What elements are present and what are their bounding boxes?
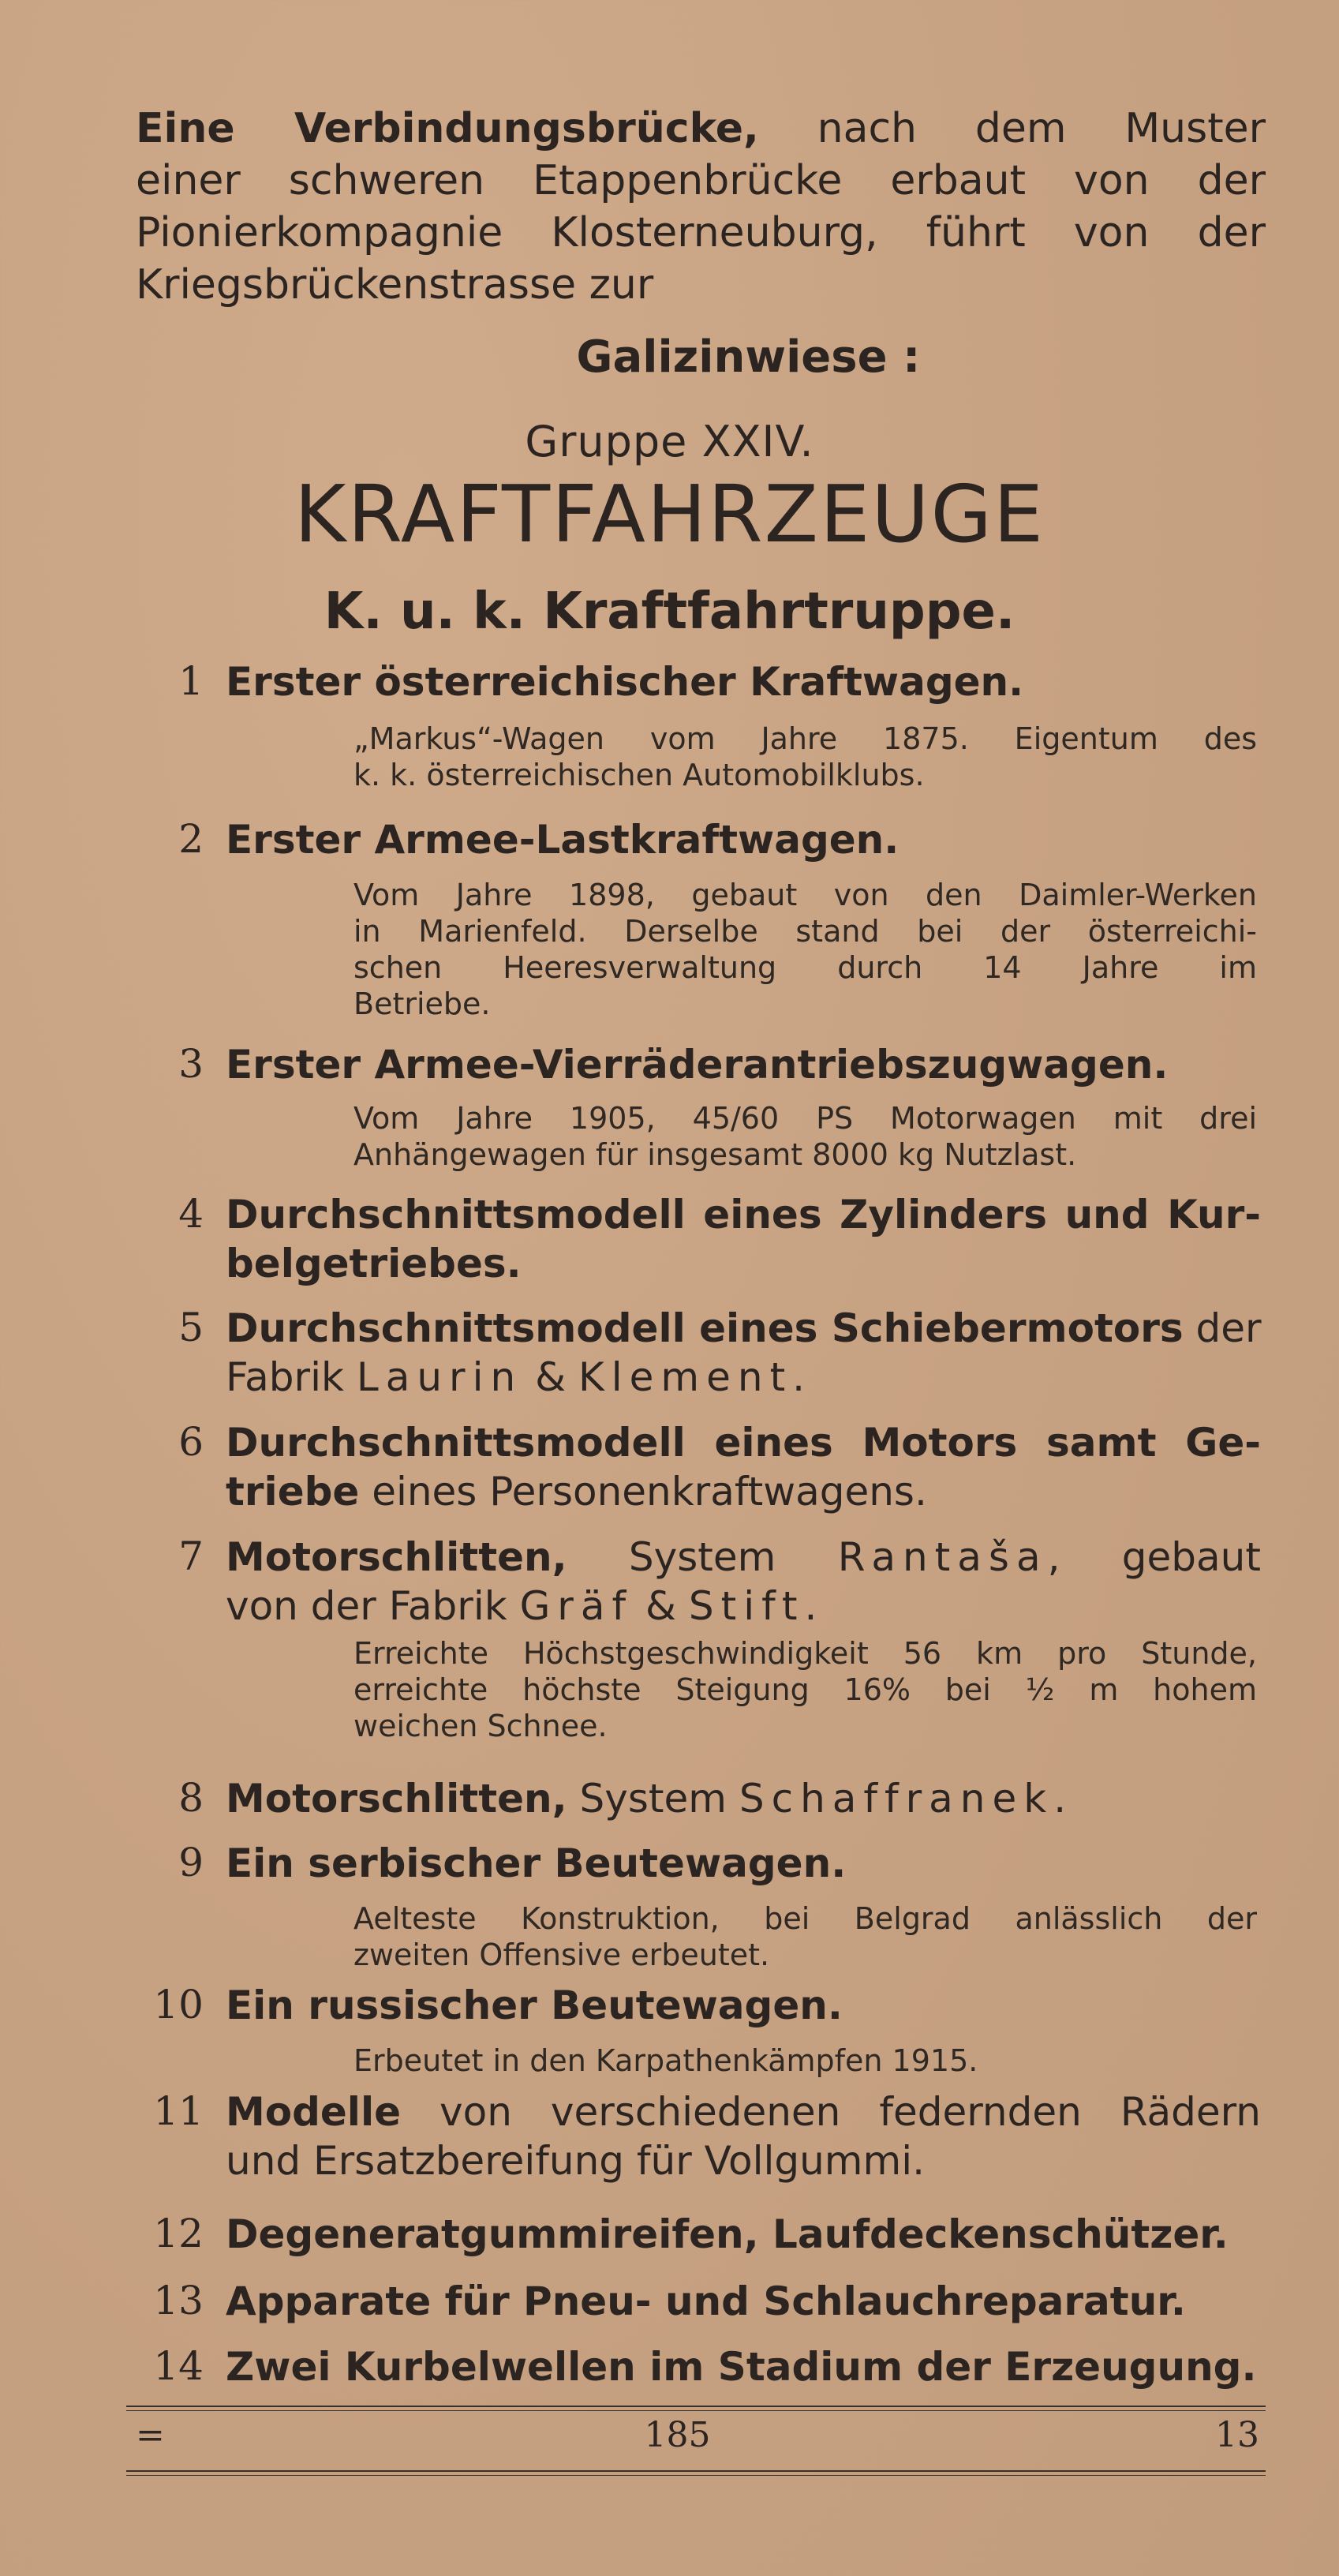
item-description-line: zweiten Offensive erbeutet. (353, 1938, 770, 1972)
item-number: 12 (153, 2211, 204, 2256)
item-description-line: Erreichte Höchstgeschwindigkeit 56 km pro Stunde, (353, 1636, 1257, 1671)
footer-rule-bottom-thin (126, 2475, 1266, 2476)
item-description-line: in Marienfeld. Derselbe stand bei der österreichi- (353, 914, 1257, 949)
item-description-line: Aelteste Konstruktion, bei Belgrad anlässlich der (353, 1901, 1257, 1936)
item-title-text: Zwei Kurbelwellen im Stadium der Erzeugung. (226, 2344, 1257, 2390)
item-title (226, 1418, 1261, 1516)
footer-mark: = (136, 2415, 165, 2455)
section-title: KRAFTFAHRZEUGE (294, 468, 1045, 560)
item-title (226, 815, 1261, 864)
item-number: 11 (153, 2088, 204, 2134)
page-number: 185 (644, 2415, 711, 2455)
intro-bold: Eine Verbindungsbrücke, (136, 105, 759, 152)
item-title-text: Erster österreichischer Kraftwagen. (226, 659, 1024, 705)
item-title-rest: von verschiedenen federnden Rädern (401, 2089, 1261, 2135)
item-title (226, 2087, 1261, 2185)
item-title-line (226, 1467, 1261, 1516)
item-number: 9 (178, 1840, 204, 1885)
item-text: . (792, 1354, 806, 1400)
item-title-rest: der (1183, 1305, 1262, 1351)
item-description (353, 877, 1257, 1022)
manufacturer-name: Stift (688, 1583, 805, 1629)
item-number: 10 (153, 1982, 204, 2027)
item-text: . (1053, 1776, 1067, 1822)
item-number: 3 (178, 1041, 204, 1087)
item-title-rest: eines Personenkraftwagens. (359, 1469, 927, 1515)
item-description-line: Vom Jahre 1898, gebaut von den Daimler-Werken (353, 878, 1257, 912)
item-description-line: k. k. österreichischen Automobilklubs. (353, 758, 925, 792)
item-title-text: Durchschnittsmodell eines Zylinders und Kur- (226, 1192, 1261, 1237)
item-text: . (804, 1583, 817, 1629)
item-title (226, 2342, 1261, 2391)
intro-paragraph (136, 103, 1266, 311)
item-description (353, 1635, 1257, 1744)
manufacturer-name: Gräf (519, 1583, 634, 1629)
item-number: 1 (178, 658, 204, 704)
item-title-line (226, 1418, 1261, 1467)
manufacturer-name: Laurin (356, 1354, 523, 1400)
item-title (226, 1304, 1261, 1402)
item-title (226, 1190, 1261, 1288)
item-title-line (226, 1190, 1261, 1239)
item-title (226, 2210, 1261, 2259)
item-title (226, 1040, 1261, 1089)
item-text: & (633, 1583, 689, 1629)
item-title (226, 2277, 1261, 2326)
item-description-line: „Markus“-Wagen vom Jahre 1875. Eigentum des (353, 721, 1257, 756)
item-title-bold: Modelle (226, 2089, 401, 2135)
intro-line-1-rest: nach dem Muster (758, 105, 1266, 152)
item-title-line (226, 2087, 1261, 2136)
item-description-line: weichen Schnee. (353, 1709, 608, 1743)
item-number: 4 (178, 1191, 204, 1237)
footer-rule-top (126, 2406, 1266, 2407)
item-title-line (226, 1304, 1261, 1353)
intro-line-2: einer schweren Etappenbrücke erbaut von der (136, 157, 1266, 204)
system-name: Schaffranek (739, 1776, 1054, 1822)
item-title-text: belgetriebes. (226, 1241, 522, 1286)
item-description-line: Betriebe. (353, 987, 491, 1021)
system-name: Rantaša (837, 1534, 1048, 1580)
item-number: 5 (178, 1305, 204, 1350)
item-text: & (522, 1354, 578, 1400)
item-number: 13 (153, 2278, 204, 2323)
item-title-line (226, 1353, 1261, 1402)
item-number: 8 (178, 1775, 204, 1821)
item-text: von der Fabrik (226, 1583, 520, 1629)
item-description-line: schen Heeresverwaltung durch 14 Jahre im (353, 950, 1257, 985)
sheet-number: 13 (1215, 2415, 1259, 2455)
footer-rule-top-thin (126, 2410, 1266, 2411)
item-title-line (226, 1239, 1261, 1288)
item-title-text: Erster Armee-Vierräderantriebszugwagen. (226, 1042, 1169, 1088)
item-title-bold: Motorschlitten, (226, 1776, 567, 1822)
item-title (226, 1533, 1261, 1631)
item-description (353, 1100, 1257, 1173)
item-description (353, 2042, 1257, 2079)
item-title-bold: Durchschnittsmodell eines Schiebermotors (226, 1305, 1184, 1351)
item-description (353, 1900, 1257, 1973)
intro-line-1 (136, 103, 1266, 155)
item-description-line: Vom Jahre 1905, 45/60 PS Motorwagen mit drei (353, 1101, 1257, 1136)
item-title-text: Durchschnittsmodell eines Motors samt Ge- (226, 1420, 1261, 1466)
item-title-text: Ein russischer Beutewagen. (226, 1983, 843, 2028)
item-title (226, 1981, 1261, 2030)
item-description-line: Anhängewagen für insgesamt 8000 kg Nutzlast. (353, 1137, 1077, 1172)
intro-line-3: Pionierkompagnie Klosterneuburg, führt von der (136, 209, 1266, 256)
item-title-line (226, 1582, 1261, 1631)
item-title-bold: triebe (226, 1469, 360, 1515)
item-title-bold: Motorschlitten, (226, 1534, 567, 1580)
item-title-line (226, 1533, 1261, 1582)
intro-line-4: Kriegsbrückenstrasse zur (136, 261, 654, 309)
item-description-line: erreichte höchste Steigung 16% bei ½ m hohem (353, 1672, 1257, 1707)
manufacturer-name: Klement (578, 1354, 793, 1400)
item-title-text: Apparate für Pneu- und Schlauchreparatur. (226, 2278, 1186, 2324)
item-description-line: Erbeutet in den Karpathenkämpfen 1915. (353, 2043, 978, 2078)
item-text: Fabrik (226, 1354, 357, 1400)
item-number: 2 (178, 816, 204, 862)
item-title (226, 657, 1261, 706)
item-text: , gebaut (1047, 1534, 1261, 1580)
item-title (226, 1774, 1261, 1823)
item-title-line: und Ersatzbereifung für Vollgummi. (226, 2138, 925, 2184)
unit-heading: K. u. k. Kraftfahrtruppe. (324, 582, 1015, 641)
item-title (226, 1839, 1261, 1888)
item-title-text: Ein serbischer Beutewagen. (226, 1840, 847, 1886)
footer-rule-bottom (126, 2470, 1266, 2472)
item-text: System (567, 1776, 739, 1822)
item-title-text: Erster Armee-Lastkraftwagen. (226, 817, 900, 863)
item-number: 7 (178, 1533, 204, 1579)
location-heading: Galizinwiese : (576, 331, 921, 383)
item-number: 6 (178, 1419, 204, 1465)
item-number: 14 (153, 2343, 204, 2389)
item-title-text: Degeneratgummireifen, Laufdeckenschützer. (226, 2211, 1229, 2257)
item-text: System (567, 1534, 838, 1580)
group-heading: Gruppe XXIV. (525, 417, 814, 466)
item-description (353, 721, 1257, 793)
